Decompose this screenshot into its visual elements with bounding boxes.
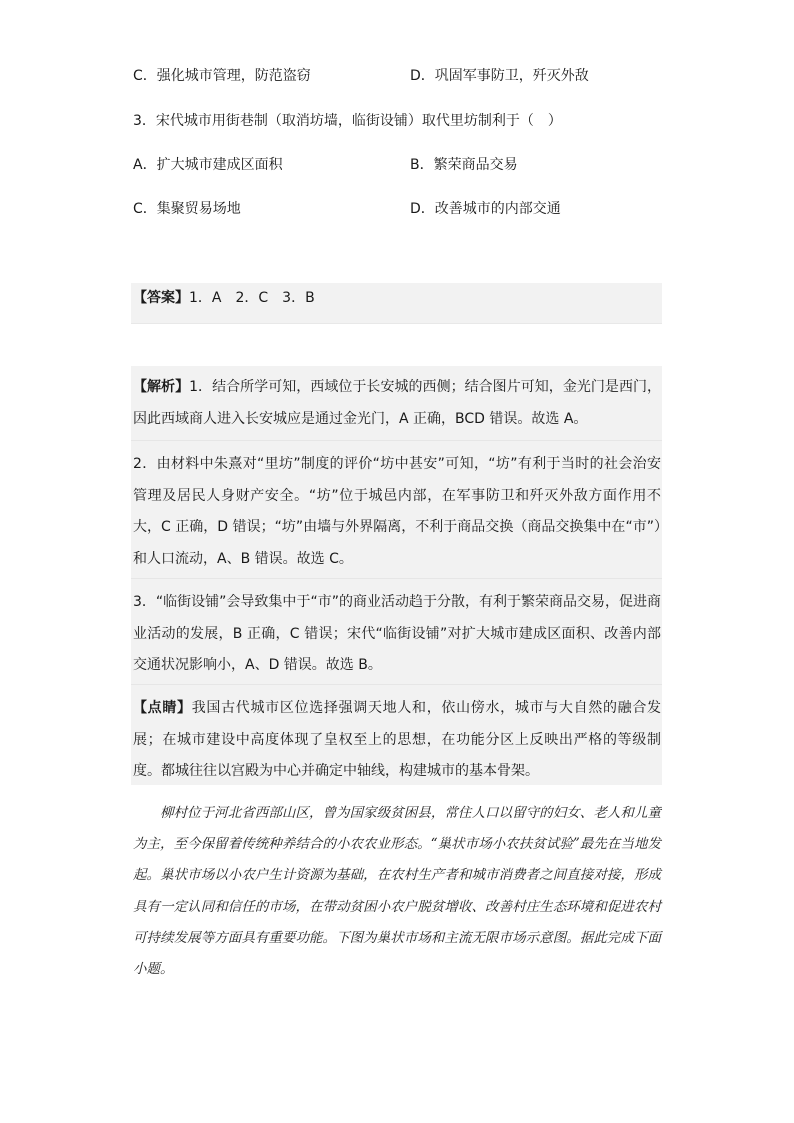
q3-option-d: D．改善城市的内部交通 bbox=[410, 201, 561, 217]
analysis-tag: 【解析】 bbox=[133, 379, 190, 395]
analysis-paragraph-1 bbox=[133, 372, 661, 435]
comment-paragraph bbox=[133, 693, 661, 788]
analysis-divider-2 bbox=[131, 578, 662, 579]
analysis-p1-text: 1．结合所学可知，西域位于长安城的西侧；结合图片可知，金光门是西门，因此西域商人进入长安城应是通过金光门，A 正确，BCD 错误。故选 A。 bbox=[133, 379, 662, 427]
analysis-paragraph-2: 2．由材料中朱熹对“里坊”制度的评价“坊中甚安”可知，“坊”有利于当时的社会治安管理及居民人身财产安全。“坊”位于城邑内部，在军事防卫和歼灭外敌方面作用不大，C 正确，D 错误；“坊”由墙与外界隔离，不利于商品交换（商品交换集中在“市”）和人口流动，A、B 错误。故选 C。 bbox=[133, 456, 661, 567]
answer-divider bbox=[131, 323, 662, 324]
q3-option-b: B．繁荣商品交易 bbox=[410, 157, 518, 173]
q2-option-c: C．强化城市管理，防范盗窃 bbox=[133, 68, 311, 84]
q3-stem: 3．宋代城市用街巷制（取消坊墙，临街设铺）取代里坊制利于（ ） bbox=[133, 113, 562, 129]
comment-text: 我国古代城市区位选择强调天地人和，依山傍水，城市与大自然的融合发展；在城市建设中高度体现了皇权至上的思想，在功能分区上反映出严格的等级制度。都城往往以宫殿为中心并确定中轴线，构建城市的基本骨架。 bbox=[133, 700, 662, 779]
q3-option-c: C．集聚贸易场地 bbox=[133, 201, 241, 217]
answer-line bbox=[133, 288, 315, 308]
analysis-divider-3 bbox=[131, 684, 662, 685]
analysis-paragraph-3: 3．“临街设铺”会导致集中于“市”的商业活动趋于分散，有利于繁荣商品交易，促进商业活动的发展，B 正确，C 错误；宋代“临街设铺”对扩大城市建成区面积、改善内部交通状况影响小，A、D 错误。故选 B。 bbox=[133, 594, 661, 673]
comment-tag: 【点睛】 bbox=[133, 700, 192, 716]
answer-tag: 【答案】 bbox=[133, 290, 189, 306]
analysis-divider-1 bbox=[131, 440, 662, 441]
material-passage: 柳村位于河北省西部山区，曾为国家级贫困县，常住人口以留守的妇女、老人和儿童为主，至今保留着传统种养结合的小农农业形态。“巢状市场小农扶贫试验”最先在当地发起。巢状市场以小农户生计资源为基础，在农村生产者和城市消费者之间直接对接，形成具有一定认同和信任的市场，在带动贫困小农户脱贫增收、改善村庄生态环境和促进农村可持续发展等方面具有重要功能。下图为巢状市场和主流无限市场示意图。据此完成下面小题。 bbox=[133, 805, 661, 978]
q2-option-d: D．巩固军事防卫，歼灭外敌 bbox=[410, 68, 589, 84]
answer-text: 1．A 2．C 3．B bbox=[189, 290, 315, 306]
q3-option-a: A．扩大城市建成区面积 bbox=[133, 157, 283, 173]
